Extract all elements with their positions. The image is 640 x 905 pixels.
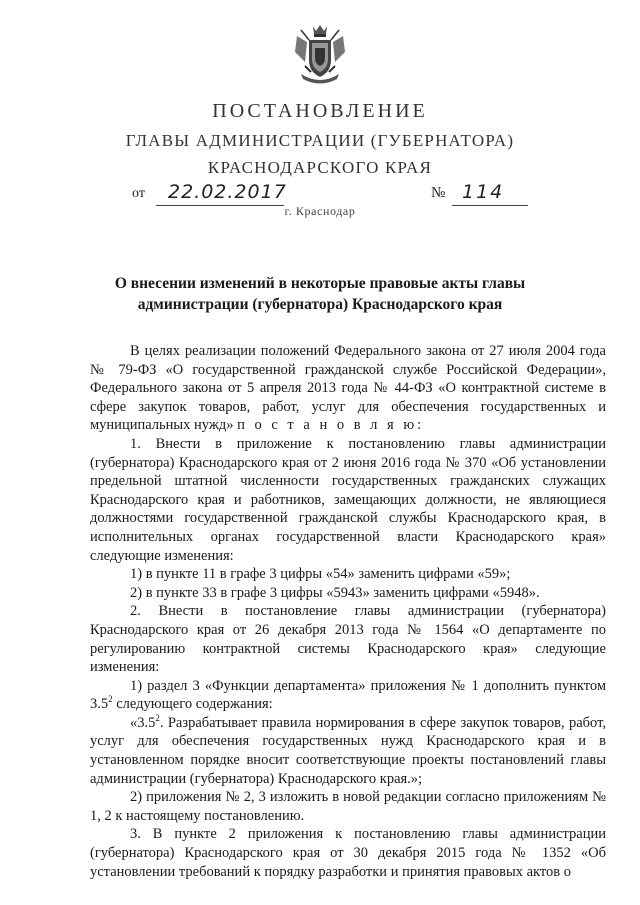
paragraph-1: 1. Внести в приложение к постановлению главы администрации (губернатора) Краснодарского края от 2 июня 2016 года № 370 «Об установлении предельной штатной численности государственных гражданских служащих Краснодарского края и работников, замещающих должности, не являющиеся должностями государственной гражданской службы Краснодарского края, в исполнительных органах государственной власти Краснодарского края» следующие изменения: — [90, 435, 606, 564]
p2-item1-text-b: следующего содержания: — [112, 696, 273, 713]
quote-text-a: «3.5 — [130, 714, 156, 731]
paragraph-3: 3. В пункте 2 приложения к постановлению главы администрации (губернатора) Краснодарского края от 30 декабря 2015 года № 1352 «Об установлении требований к порядку разработки и принятия правовых актов о — [90, 826, 606, 880]
title-line-2: администрации (губернатора) Краснодарского края — [137, 296, 503, 313]
issuer-heading: ГЛАВЫ АДМИНИСТРАЦИИ (ГУБЕРНАТОРА) — [125, 131, 515, 150]
p2-item1-superscript: 2 — [108, 694, 113, 705]
p2-item1-text-a: 1) раздел 3 «Функции департамента» приложения № 1 дополнить пунктом 3.5 — [90, 677, 606, 713]
number-label: № — [431, 185, 446, 201]
region-heading: КРАСНОДАРСКОГО КРАЯ — [207, 158, 433, 177]
document-title — [90, 273, 550, 315]
paragraph-2-quote — [90, 714, 606, 788]
intro-text: В целях реализации положений Федерального закона от 27 июля 2004 года № 79-ФЗ «О государственной гражданской службе Российской Федерации», Федерального закона от 5 апреля 2013 года № 44-ФЗ «О контрактной системе в сфере закупок товаров, работ, услуг для обеспечения государственных и муниципальных нужд» — [90, 343, 606, 434]
coat-of-arms-icon — [291, 22, 349, 88]
city-label: г. Краснодар — [284, 204, 356, 218]
paragraph-2-item-2: 2) приложения № 2, 3 изложить в новой редакции согласно приложениям № 1, 2 к настоящему постановлению. — [90, 789, 606, 824]
document-type-heading: ПОСТАНОВЛЕНИЕ — [212, 100, 428, 122]
date-value: 22.02.2017 — [168, 181, 287, 203]
number-value: 114 — [462, 181, 505, 203]
paragraph-2-item-1 — [90, 677, 606, 714]
decree-word: п о с т а н о в л я ю: — [237, 417, 425, 434]
date-label: от — [132, 186, 145, 201]
quote-superscript: 2 — [155, 713, 160, 724]
title-line-1: О внесении изменений в некоторые правовые акты главы — [114, 275, 526, 292]
paragraph-2: 2. Внести в постановление главы администрации (губернатора) Краснодарского края от 26 декабря 2013 года № 1564 «О департаменте по регулированию контрактной системы Краснодарского края» следующие изменения: — [90, 603, 606, 676]
paragraph-1-item-1: 1) в пункте 11 в графе 3 цифры «54» заменить цифрами «59»; — [130, 566, 511, 583]
paragraph-1-item-2: 2) в пункте 33 в графе 3 цифры «5943» заменить цифрами «5948». — [130, 584, 540, 601]
paragraph-intro — [90, 342, 606, 435]
document-body — [90, 342, 606, 881]
quote-text-b: . Разрабатывает правила нормирования в сфере закупок товаров, работ, услуг для обеспечения государственных нужд Краснодарского края и в установленном порядке вносит соответствующие проекты постановлений главы администрации (губернатора) Краснодарского края.»; — [90, 714, 606, 787]
